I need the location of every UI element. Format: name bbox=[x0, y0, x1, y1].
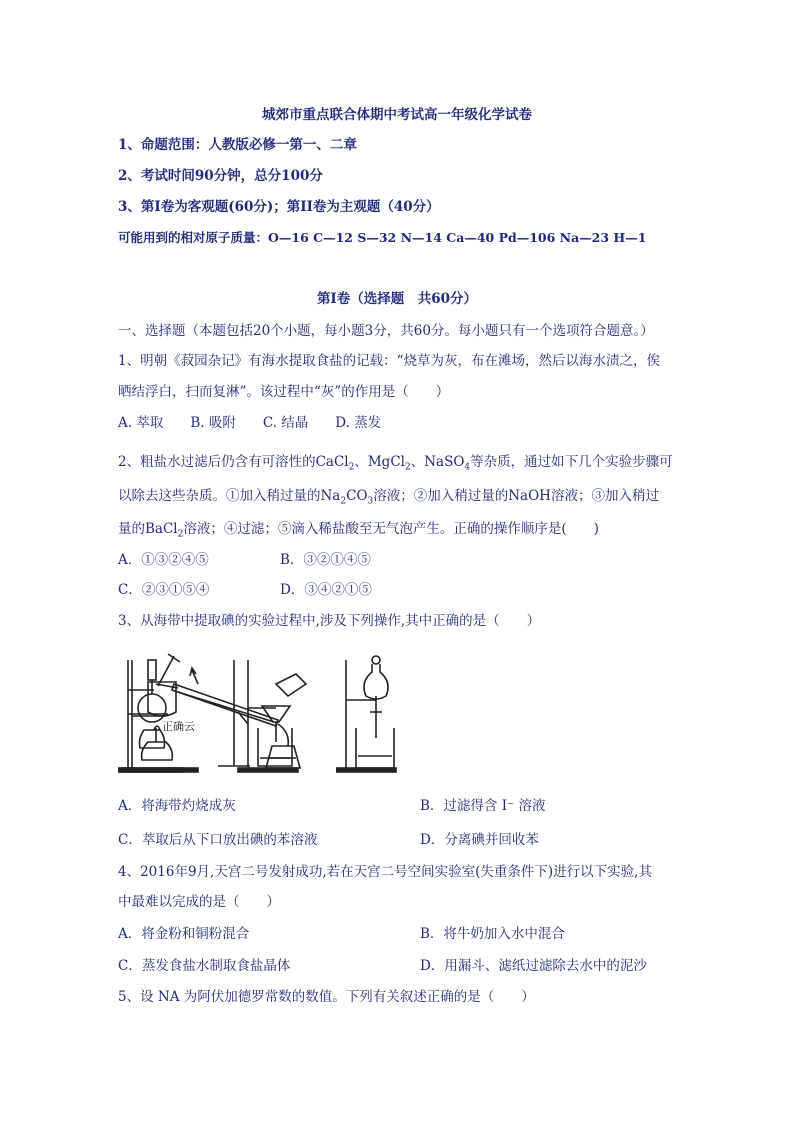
q1-line-1: 1、明朝《菽园杂记》有海水提取食盐的记载：“烧草为灰，布在滩场，然后以海水渍之，俟 bbox=[118, 353, 660, 369]
header-line-2: 2、考试时间90分钟，总分100分 bbox=[118, 168, 323, 184]
section-title: 第Ⅰ卷（选择题 共60分） bbox=[316, 291, 478, 307]
q2-line-2: 以除去这些杂质。①加入稍过量的$Na_2CO_3$溶液；②加入稍过量的NaOH溶液；③加入稍过 bbox=[118, 488, 659, 507]
page-title: 城郊市重点联合体期中考试高一年级化学试卷 bbox=[262, 107, 532, 123]
q3-apparatus-figures bbox=[118, 650, 678, 775]
q2-option-c: C．②③①⑤④ bbox=[118, 582, 210, 598]
q4-option-b: B．将牛奶加入水中混合 bbox=[420, 926, 565, 942]
fig-label: 正确云 bbox=[162, 720, 195, 733]
q5-stem: 5、设 NA 为阿伏加德罗常数的数值。下列有关叙述正确的是（ ） bbox=[118, 989, 535, 1005]
header-line-1: 1、命题范围：人教版必修一第一、二章 bbox=[118, 137, 357, 153]
section-intro: 一、选择题（本题包括20个小题，每小题3分，共60分。每小题只有一个选项符合题意。） bbox=[118, 323, 654, 339]
q3-option-d: D．分离碘并回收苯 bbox=[420, 832, 539, 848]
q1-line-2: 晒结浮白，扫而复淋”。该过程中“灰”的作用是（ ） bbox=[118, 384, 450, 400]
q2-option-d: D．③④②①⑤ bbox=[280, 582, 372, 598]
q2-option-a: A．①③②④⑤ bbox=[118, 552, 209, 568]
apparatus-d-distillation bbox=[118, 650, 358, 775]
q3-option-a: A．将海带灼烧成灰 bbox=[118, 798, 236, 814]
atomic-mass-line: 可能用到的相对原子质量：O—16 C—12 S—32 N—14 Ca—40 Pd—106 Na—23 H—1 bbox=[118, 230, 647, 245]
q3-stem: 3、从海带中提取碘的实验过程中,涉及下列操作,其中正确的是（ ） bbox=[118, 613, 541, 629]
q4-line-2: 中最难以完成的是（ ） bbox=[118, 894, 280, 910]
header-line-3: 3、第Ⅰ卷为客观题(60分)；第II卷为主观题（40分） bbox=[118, 199, 440, 215]
q2-line-1: 2、粗盐水过滤后仍含有可溶性的CaCl$_2$、MgCl$_2$、NaSO$_4$等杂质，通过如下几个实验步骤可 bbox=[118, 454, 673, 473]
q4-option-d: D．用漏斗、滤纸过滤除去水中的泥沙 bbox=[420, 958, 647, 974]
q3-option-b: B．过滤得含 I⁻ 溶液 bbox=[420, 798, 546, 814]
q2-option-b: B．③②①④⑤ bbox=[280, 552, 371, 568]
q4-line-1: 4、2016年9月,天宫二号发射成功,若在天宫二号空间实验室(失重条件下)进行以下实验,其 bbox=[118, 864, 652, 880]
q3-option-c: C．萃取后从下口放出碘的苯溶液 bbox=[118, 832, 318, 848]
q4-option-c: C．蒸发食盐水制取食盐晶体 bbox=[118, 958, 291, 974]
q1-options: A. 萃取 B. 吸附 C. 结晶 D. 蒸发 bbox=[118, 415, 382, 431]
q4-option-a: A．将金粉和铜粉混合 bbox=[118, 926, 250, 942]
q2-line-3: 量的BaCl$_2$溶液；④过滤；⑤滴入稀盐酸至无气泡产生。正确的操作顺序是( ) bbox=[118, 521, 599, 540]
